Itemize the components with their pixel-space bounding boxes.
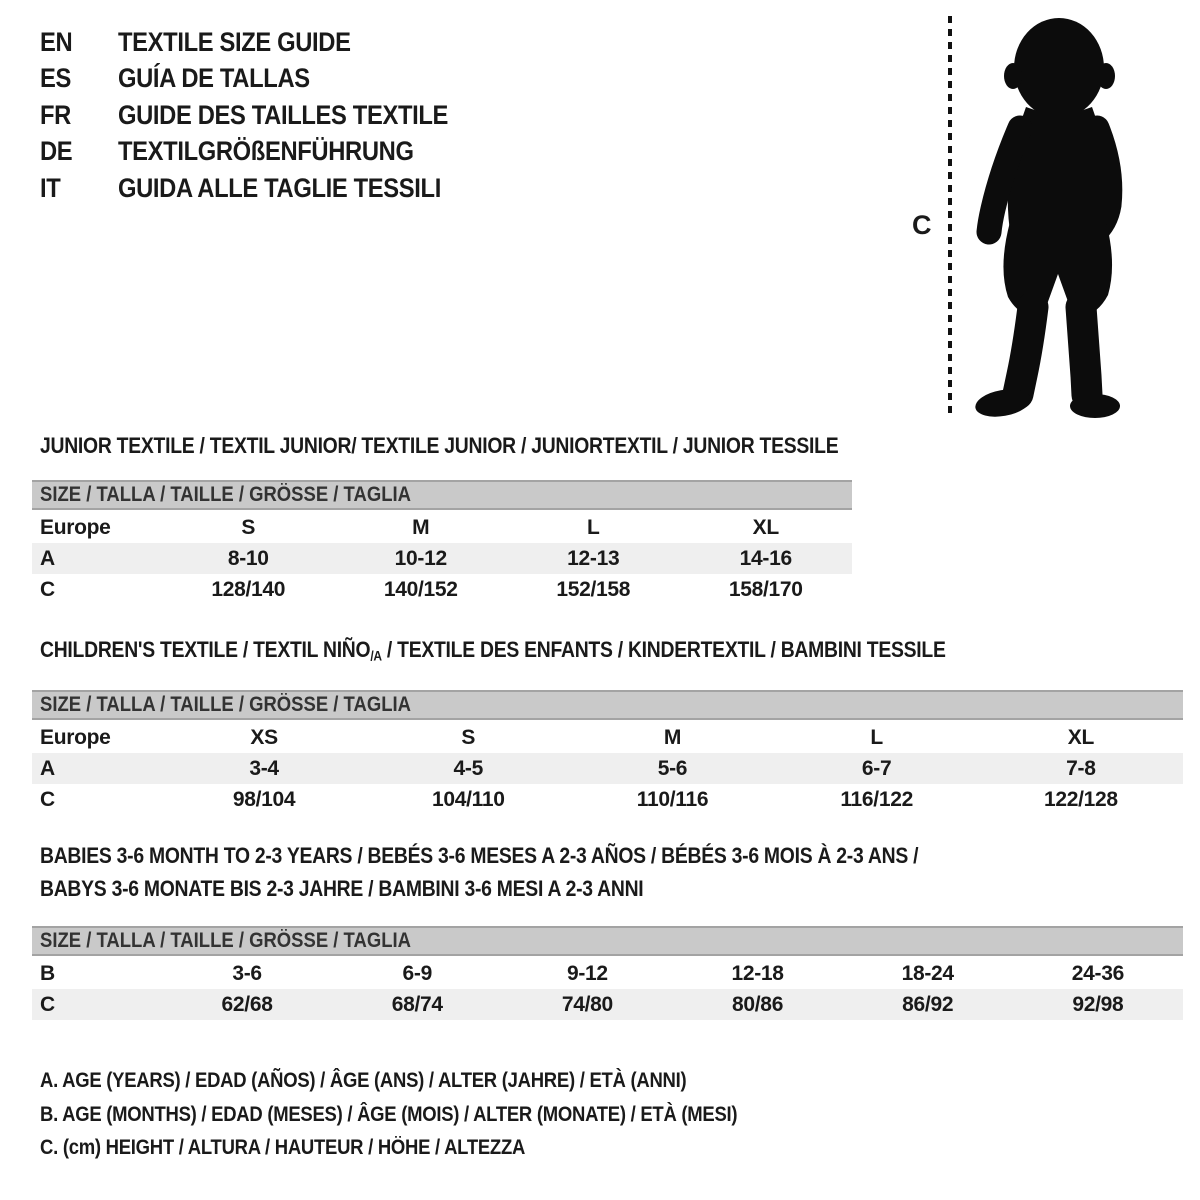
size-cell: XS: [250, 725, 278, 749]
row-label: A: [40, 756, 55, 780]
height-measure-label: C: [912, 210, 932, 240]
size-cell: M: [663, 725, 682, 749]
junior-size-header-bar: [32, 480, 852, 510]
junior-size-header-label: SIZE / TALLA / TAILLE / GRÖSSE / TAGLIA: [40, 483, 411, 506]
lang-title-it: GUIDA ALLE TAGLIE TESSILI: [118, 172, 441, 203]
size-cell: 152/158: [556, 577, 631, 601]
size-cell: 74/80: [561, 992, 613, 1016]
size-cell: 104/110: [431, 787, 505, 811]
row-label: C: [40, 577, 55, 601]
lang-code-en: EN: [40, 26, 73, 57]
babies-section-title-line1: BABIES 3-6 MONTH TO 2-3 YEARS / BEBÉS 3-6 MESES A 2-3 AÑOS / BÉBÉS 3-6 MOIS À 2-3 ANS /: [40, 843, 919, 868]
size-cell: 158/170: [728, 577, 803, 601]
lang-title-en: TEXTILE SIZE GUIDE: [118, 26, 351, 57]
size-cell: 116/122: [840, 787, 913, 811]
children-section-title: [40, 637, 1069, 663]
legend-line-b: B. AGE (MONTHS) / EDAD (MESES) / ÂGE (MOIS) / ALTER (MONATE) / ETÀ (MESI): [40, 1102, 738, 1126]
junior-section-title: [40, 433, 947, 459]
size-cell: XL: [752, 515, 779, 539]
lang-code-it: IT: [40, 172, 61, 203]
height-measure-dashed-line: [948, 16, 952, 416]
babies-section-title-line2: BABYS 3-6 MONATE BIS 2-3 JAHRE / BAMBINI 3-6 MESI A 2-3 ANNI: [40, 876, 644, 901]
lang-code-es: ES: [40, 63, 71, 94]
table-row: [32, 784, 1183, 815]
babies-size-table: [32, 958, 1183, 1020]
lang-row-en: [40, 24, 493, 61]
size-cell: 10-12: [394, 546, 447, 570]
lang-row-de: [40, 134, 493, 171]
size-cell: L: [870, 725, 883, 749]
junior-section-title-text: JUNIOR TEXTILE / TEXTIL JUNIOR/ TEXTILE JUNIOR / JUNIORTEXTIL / JUNIOR TESSILE: [40, 433, 839, 458]
size-cell: 9-12: [566, 961, 608, 985]
size-cell: 12-13: [567, 546, 620, 570]
row-label: C: [40, 787, 55, 811]
size-cell: 18-24: [901, 961, 954, 985]
size-cell: 5-6: [657, 756, 688, 780]
size-cell: 80/86: [732, 992, 784, 1016]
size-cell: 128/140: [211, 577, 286, 601]
table-row: [32, 543, 852, 574]
size-cell: M: [412, 515, 430, 539]
table-row: [32, 722, 1183, 753]
size-cell: 68/74: [391, 992, 443, 1016]
junior-size-table: [32, 512, 852, 605]
size-cell: 86/92: [902, 992, 954, 1016]
lang-title-es: GUÍA DE TALLAS: [118, 63, 310, 94]
legend-line-c: C. (cm) HEIGHT / ALTURA / HAUTEUR / HÖHE / ALTEZZA: [40, 1136, 526, 1159]
table-row: [32, 512, 852, 543]
lang-title-de: TEXTILGRÖßENFÜHRUNG: [118, 136, 414, 167]
row-label: Europe: [40, 515, 111, 539]
size-cell: 3-6: [232, 961, 262, 985]
children-section-title-text: CHILDREN'S TEXTILE / TEXTIL $NIÑO_{/A}$ / TEXTILE DES ENFANTS / KINDERTEXTIL / BAMBINI TESSILE: [40, 637, 946, 664]
legend-block: [40, 1064, 832, 1165]
baby-silhouette-icon: [956, 12, 1151, 420]
table-row: [32, 753, 1183, 784]
language-title-block: [40, 24, 493, 207]
lang-code-de: DE: [40, 136, 73, 167]
size-cell: 4-5: [453, 756, 483, 780]
legend-line-a: A. AGE (YEARS) / EDAD (AÑOS) / ÂGE (ANS) / ALTER (JAHRE) / ETÀ (ANNI): [40, 1069, 687, 1092]
lang-row-fr: [40, 97, 493, 134]
size-cell: 92/98: [1072, 992, 1124, 1016]
size-cell: 140/152: [383, 577, 458, 601]
size-cell: L: [586, 515, 600, 539]
lang-title-fr: GUIDE DES TAILLES TEXTILE: [118, 99, 449, 130]
table-row: [32, 989, 1183, 1020]
children-size-header-bar: [32, 690, 1183, 720]
row-label: C: [40, 992, 55, 1016]
size-cell: S: [461, 725, 476, 749]
size-cell: 14-16: [739, 546, 792, 570]
size-cell: 122/128: [1043, 787, 1118, 811]
babies-size-header-label: SIZE / TALLA / TAILLE / GRÖSSE / TAGLIA: [40, 929, 411, 952]
size-cell: 110/116: [636, 787, 709, 811]
size-cell: 6-7: [861, 756, 892, 780]
table-row: [32, 574, 852, 605]
size-cell: XL: [1067, 725, 1094, 749]
row-label: Europe: [40, 725, 111, 749]
size-cell: S: [241, 515, 256, 539]
children-size-table: [32, 722, 1183, 815]
size-cell: 24-36: [1071, 961, 1124, 985]
size-cell: 3-4: [249, 756, 279, 780]
lang-row-es: [40, 61, 493, 98]
table-row: [32, 958, 1183, 989]
row-label: B: [40, 961, 55, 985]
size-cell: 7-8: [1066, 756, 1096, 780]
babies-section-title: [40, 839, 1200, 905]
size-cell: 8-10: [227, 546, 269, 570]
size-cell: 98/104: [232, 787, 296, 811]
lang-row-it: [40, 170, 493, 207]
size-cell: 6-9: [402, 961, 432, 985]
babies-size-header-bar: [32, 926, 1183, 956]
size-cell: 12-18: [731, 961, 784, 985]
row-label: A: [40, 546, 55, 570]
children-size-header-label: SIZE / TALLA / TAILLE / GRÖSSE / TAGLIA: [40, 693, 411, 716]
lang-code-fr: FR: [40, 99, 71, 130]
size-cell: 62/68: [221, 992, 273, 1016]
